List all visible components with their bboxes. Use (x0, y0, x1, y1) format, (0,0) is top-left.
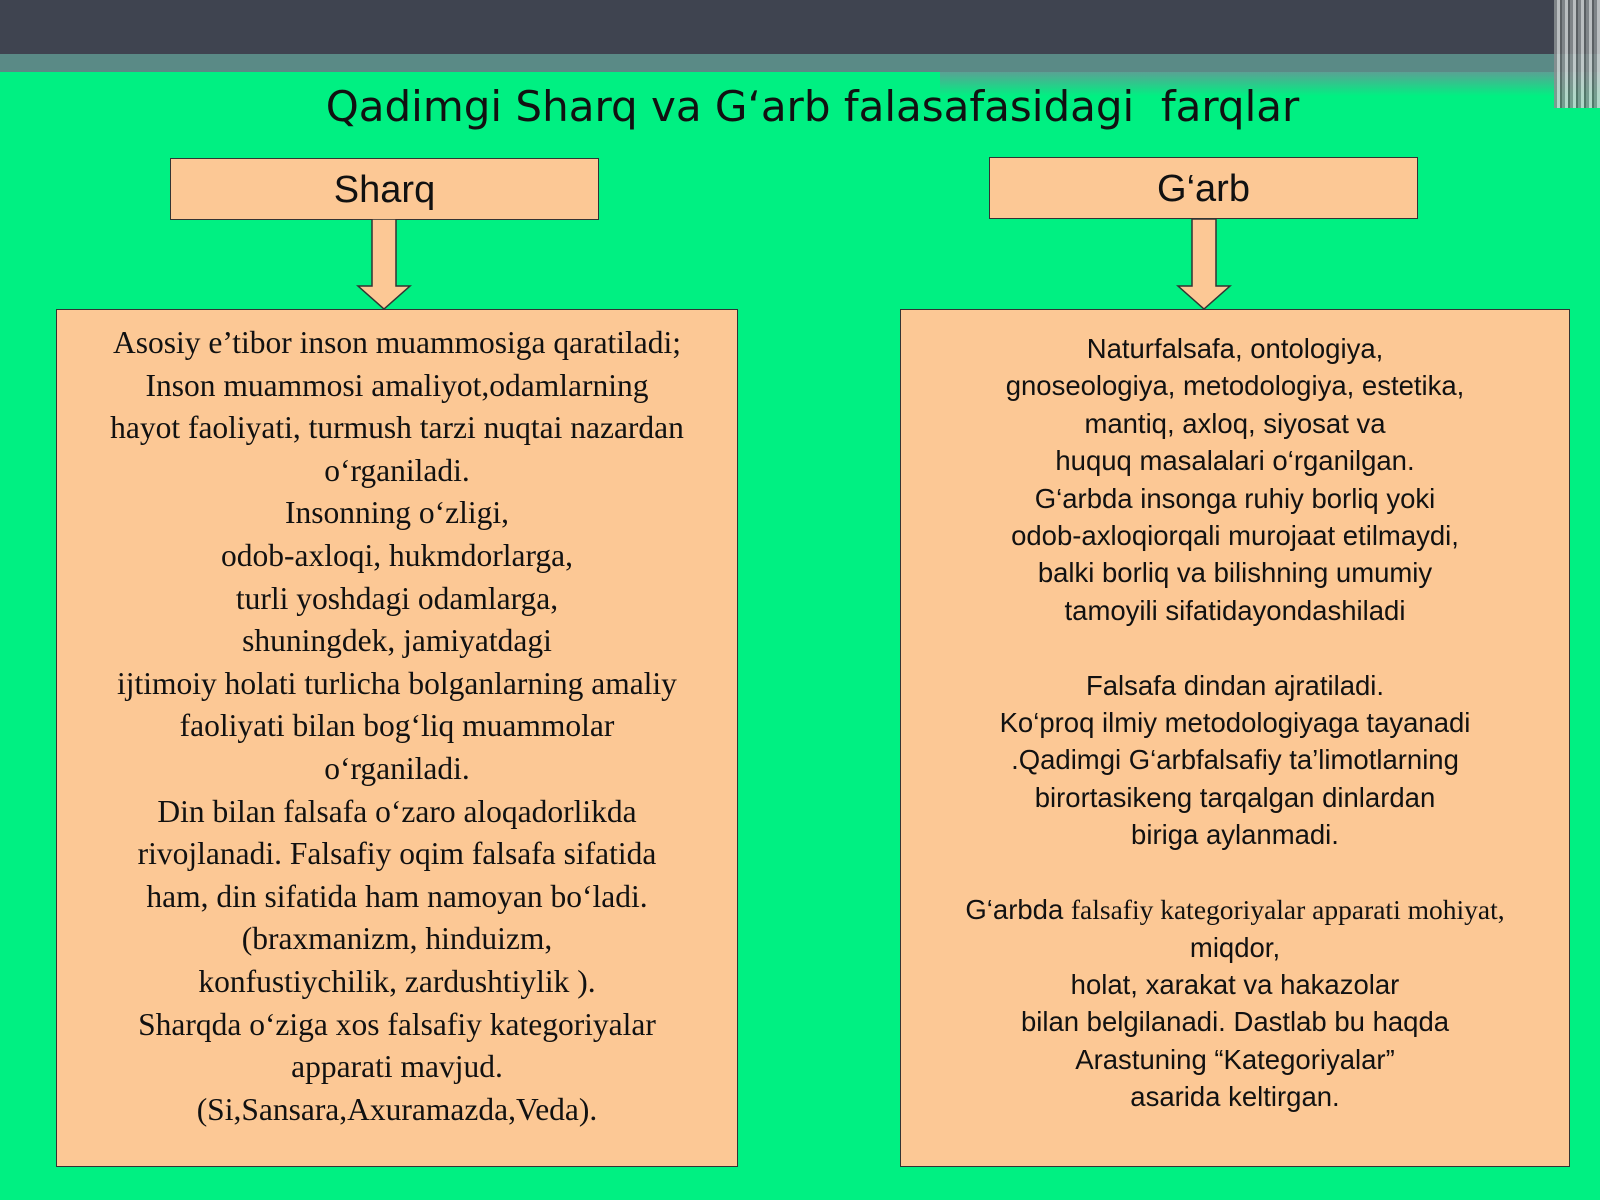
arrow-shape (358, 219, 410, 309)
header-garb: G‘arb (989, 157, 1418, 219)
garb-text-3: miqdor, holat, xarakat va hakazolar bilan belgilanadi. Dastlab bu haqda Arastuning “Kategoriyalar” asarida keltirgan. (1020, 931, 1450, 1113)
garb-description (900, 309, 1570, 1167)
arrow-shape (1178, 219, 1230, 309)
arrow-down-garb (1176, 219, 1232, 311)
sharq-description: Asosiy e’tibor inson muammosiga qaratiladi; Inson muammosi amaliyot,odamlarning hayot faoliyati, turmush tarzi nuqtai nazardan o‘rganiladi. Insonning o‘zligi, odob-axloqi, hukmdorlarga, turli yoshdagi odamlarga, shuningdek, jamiyatdagi ijtimoiy holati turlicha bolganlarning amaliy faoliyati bilan bog‘liq muammolar o‘rganiladi. Din bilan falsafa o‘zaro aloqadorlikda rivojlanadi. Falsafiy oqim falsafa sifatida ham, din sifatida ham namoyan bo‘ladi. (braxmanizm, hinduizm, konfustiychilik, zardushtiylik ). Sharqda o‘ziga xos falsafiy kategoriyalar apparati mavjud. (Si,Sansara,Axuramazda,Veda). (56, 309, 738, 1167)
top-bar (0, 0, 1600, 54)
garb-text-1: Naturfalsafa, ontologiya, gnoseologiya, metodologiya, estetika, mantiq, axloq, siyosat va huquq masalalari o‘rganilgan. G‘arbda insonga ruhiy borliq yoki odob-axloqiorqali murojaat etilmaydi, balki borliq va bilishning umumiy tamoyili sifatidayondashiladi Falsafa dindan ajratiladi. Ko‘proq ilmiy metodologiyaga tayanadi .Qadimgi G‘arbfalsafiy ta’limotlarning birortasikeng tarqalgan dinlardan biriga aylanmadi. G‘arbda (965, 333, 1471, 926)
header-sharq: Sharq (170, 158, 599, 220)
top-band (0, 54, 1600, 72)
arrow-down-sharq (356, 219, 412, 311)
slide-title: Qadimgi Sharq va G‘arb falasafasidagi farqlar (325, 82, 1300, 131)
garb-text-2: falsafiy kategoriyalar apparati mohiyat, (1070, 894, 1505, 926)
